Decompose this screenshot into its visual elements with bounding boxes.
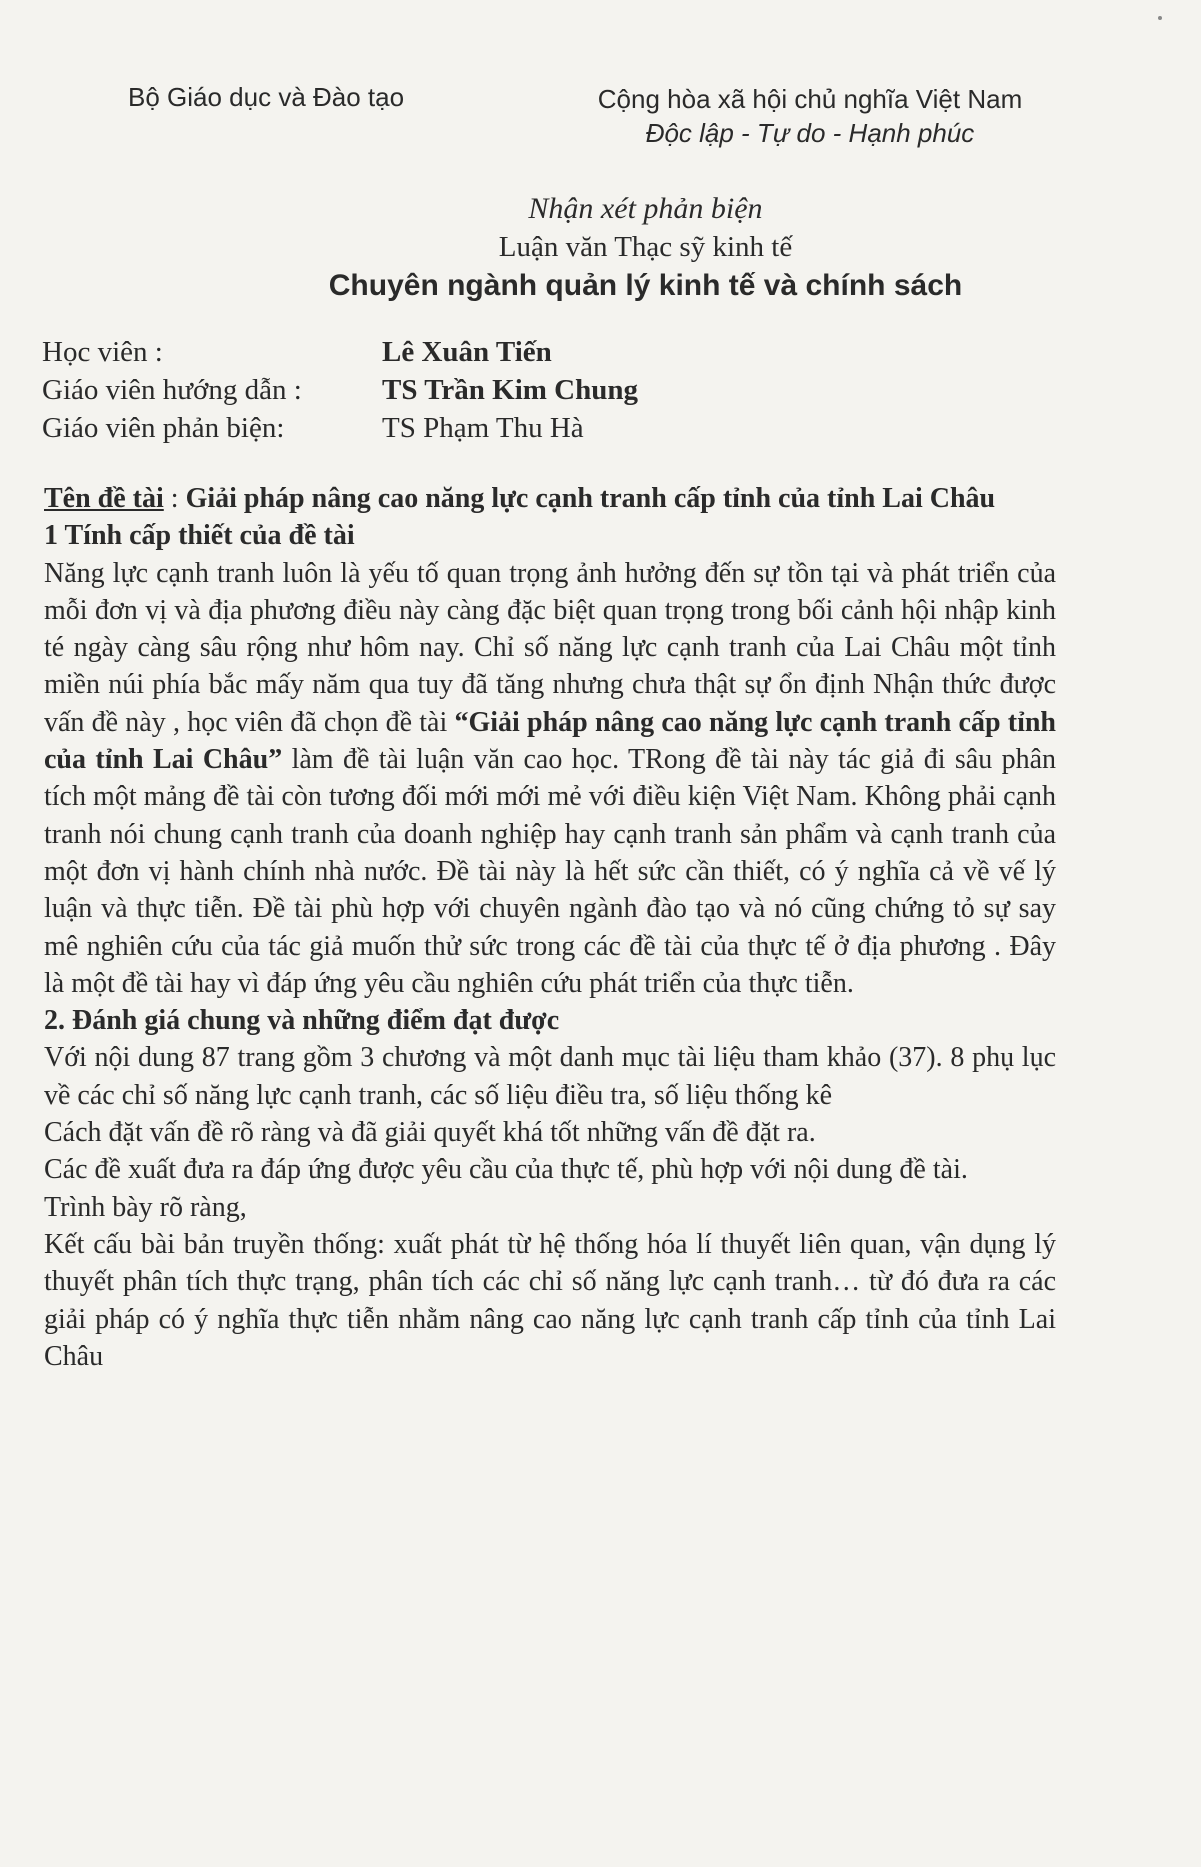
section1-text-b: làm đề tài luận văn cao học. TRong đề tài này tác giả đi sâu phân tích một mảng đề tài còn tương đối mới mới mẻ với điều kiện Việt Nam. Không phải cạnh tranh nói chung cạnh tranh của doanh nghiệp hay cạnh tranh sản phẩm và cạnh tranh của một đơn vị hành chính nhà nước. Đề tài này là hết sức cần thiết, có ý nghĩa cả về vế lý luận và thực tiễn. Đề tài phù hợp với chuyên ngành đào tạo và nó cũng chứng tỏ sự say mê nghiên cứu của tác giả muốn thử sức trong các đề tài của thực tế ở địa phương . Đây là một đề tài hay vì đáp ứng yêu cầu nghiên cứu phát triển của thực tiễn. xyxy=(44,744,1056,999)
scan-speck xyxy=(1158,16,1162,20)
student-value: Lê Xuân Tiến xyxy=(382,336,552,368)
advisor-value: TS Trần Kim Chung xyxy=(382,374,638,406)
topic-value: Giải pháp nâng cao năng lực cạnh tranh cấp tỉnh của tỉnh Lai Châu xyxy=(185,483,996,514)
document-title: Nhận xét phản biện xyxy=(528,192,763,225)
reviewer-value: TS Phạm Thu Hà xyxy=(382,412,584,444)
topic-line xyxy=(44,480,1056,517)
section1-topic-quote: “Giải pháp nâng cao năng lực cạnh tranh cấp tỉnh của tỉnh Lai Châu” xyxy=(44,706,1057,776)
document-title-block xyxy=(0,190,1201,306)
country-name: Cộng hòa xã hội chủ nghĩa Việt Nam xyxy=(597,84,1023,114)
section2-paragraph-5: Kết cấu bài bản truyền thống: xuất phát từ hệ thống hóa lí thuyết liên quan, vận dụng lý thuyết phân tích thực trạng, phân tích các chỉ số năng lực cạnh tranh… từ đó đưa ra các giải pháp có ý nghĩa thực tiễn nhằm nâng cao năng lực cạnh tranh cấp tỉnh của tỉnh Lai Châu xyxy=(44,1228,1056,1372)
section2-paragraph-1: Với nội dung 87 trang gồm 3 chương và một danh mục tài liệu tham khảo (37). 8 phụ lục về các chỉ số năng lực cạnh tranh, các số liệu điều tra, số liệu thống kê xyxy=(44,1042,1056,1111)
ministry-name: Bộ Giáo dục và Đào tạo xyxy=(128,82,405,112)
section1-heading: 1 Tính cấp thiết của đề tài xyxy=(44,520,355,552)
document-body xyxy=(44,480,1056,1375)
major-title: Chuyên ngành quản lý kinh tế và chính sách xyxy=(328,269,963,302)
section2-heading: 2. Đánh giá chung và những điểm đạt được xyxy=(44,1005,560,1037)
document-subtitle: Luận văn Thạc sỹ kinh tế xyxy=(498,231,793,263)
topic-label: Tên đề tài xyxy=(44,483,164,514)
advisor-label: Giáo viên hướng dẫn : xyxy=(42,374,302,406)
section2-paragraph-2: Cách đặt vấn đề rõ ràng và đã giải quyết khá tốt những vấn đề đặt ra. xyxy=(44,1117,816,1149)
national-header xyxy=(560,82,1060,150)
national-motto: Độc lập - Tự do - Hạnh phúc xyxy=(645,118,975,148)
section1-text-a: Năng lực cạnh tranh luôn là yếu tố quan trọng ảnh hưởng đến sự tồn tại và phát triển của mỗi đơn vị và địa phương điều này càng đặc biệt quan trọng trong bối cảnh hội nhập kinh té ngày càng sâu rộng như hôm nay. Chỉ số năng lực cạnh tranh của Lai Châu một tỉnh miền núi phía bắc mấy năm qua tuy đã tăng nhưng chưa thật sự ổn định Nhận thức được vấn đề này , học viên đã chọn đề tài xyxy=(44,557,1056,738)
section2-paragraph-4: Trình bày rõ ràng, xyxy=(44,1191,247,1223)
reviewer-label: Giáo viên phản biện: xyxy=(42,412,285,444)
topic-separator: : xyxy=(163,483,186,514)
section2-paragraph-3: Các đề xuất đưa ra đáp ứng được yêu cầu của thực tế, phù hợp với nội dung đề tài. xyxy=(44,1154,968,1186)
section1-paragraph xyxy=(44,555,1056,1003)
student-label: Học viên : xyxy=(42,336,163,368)
